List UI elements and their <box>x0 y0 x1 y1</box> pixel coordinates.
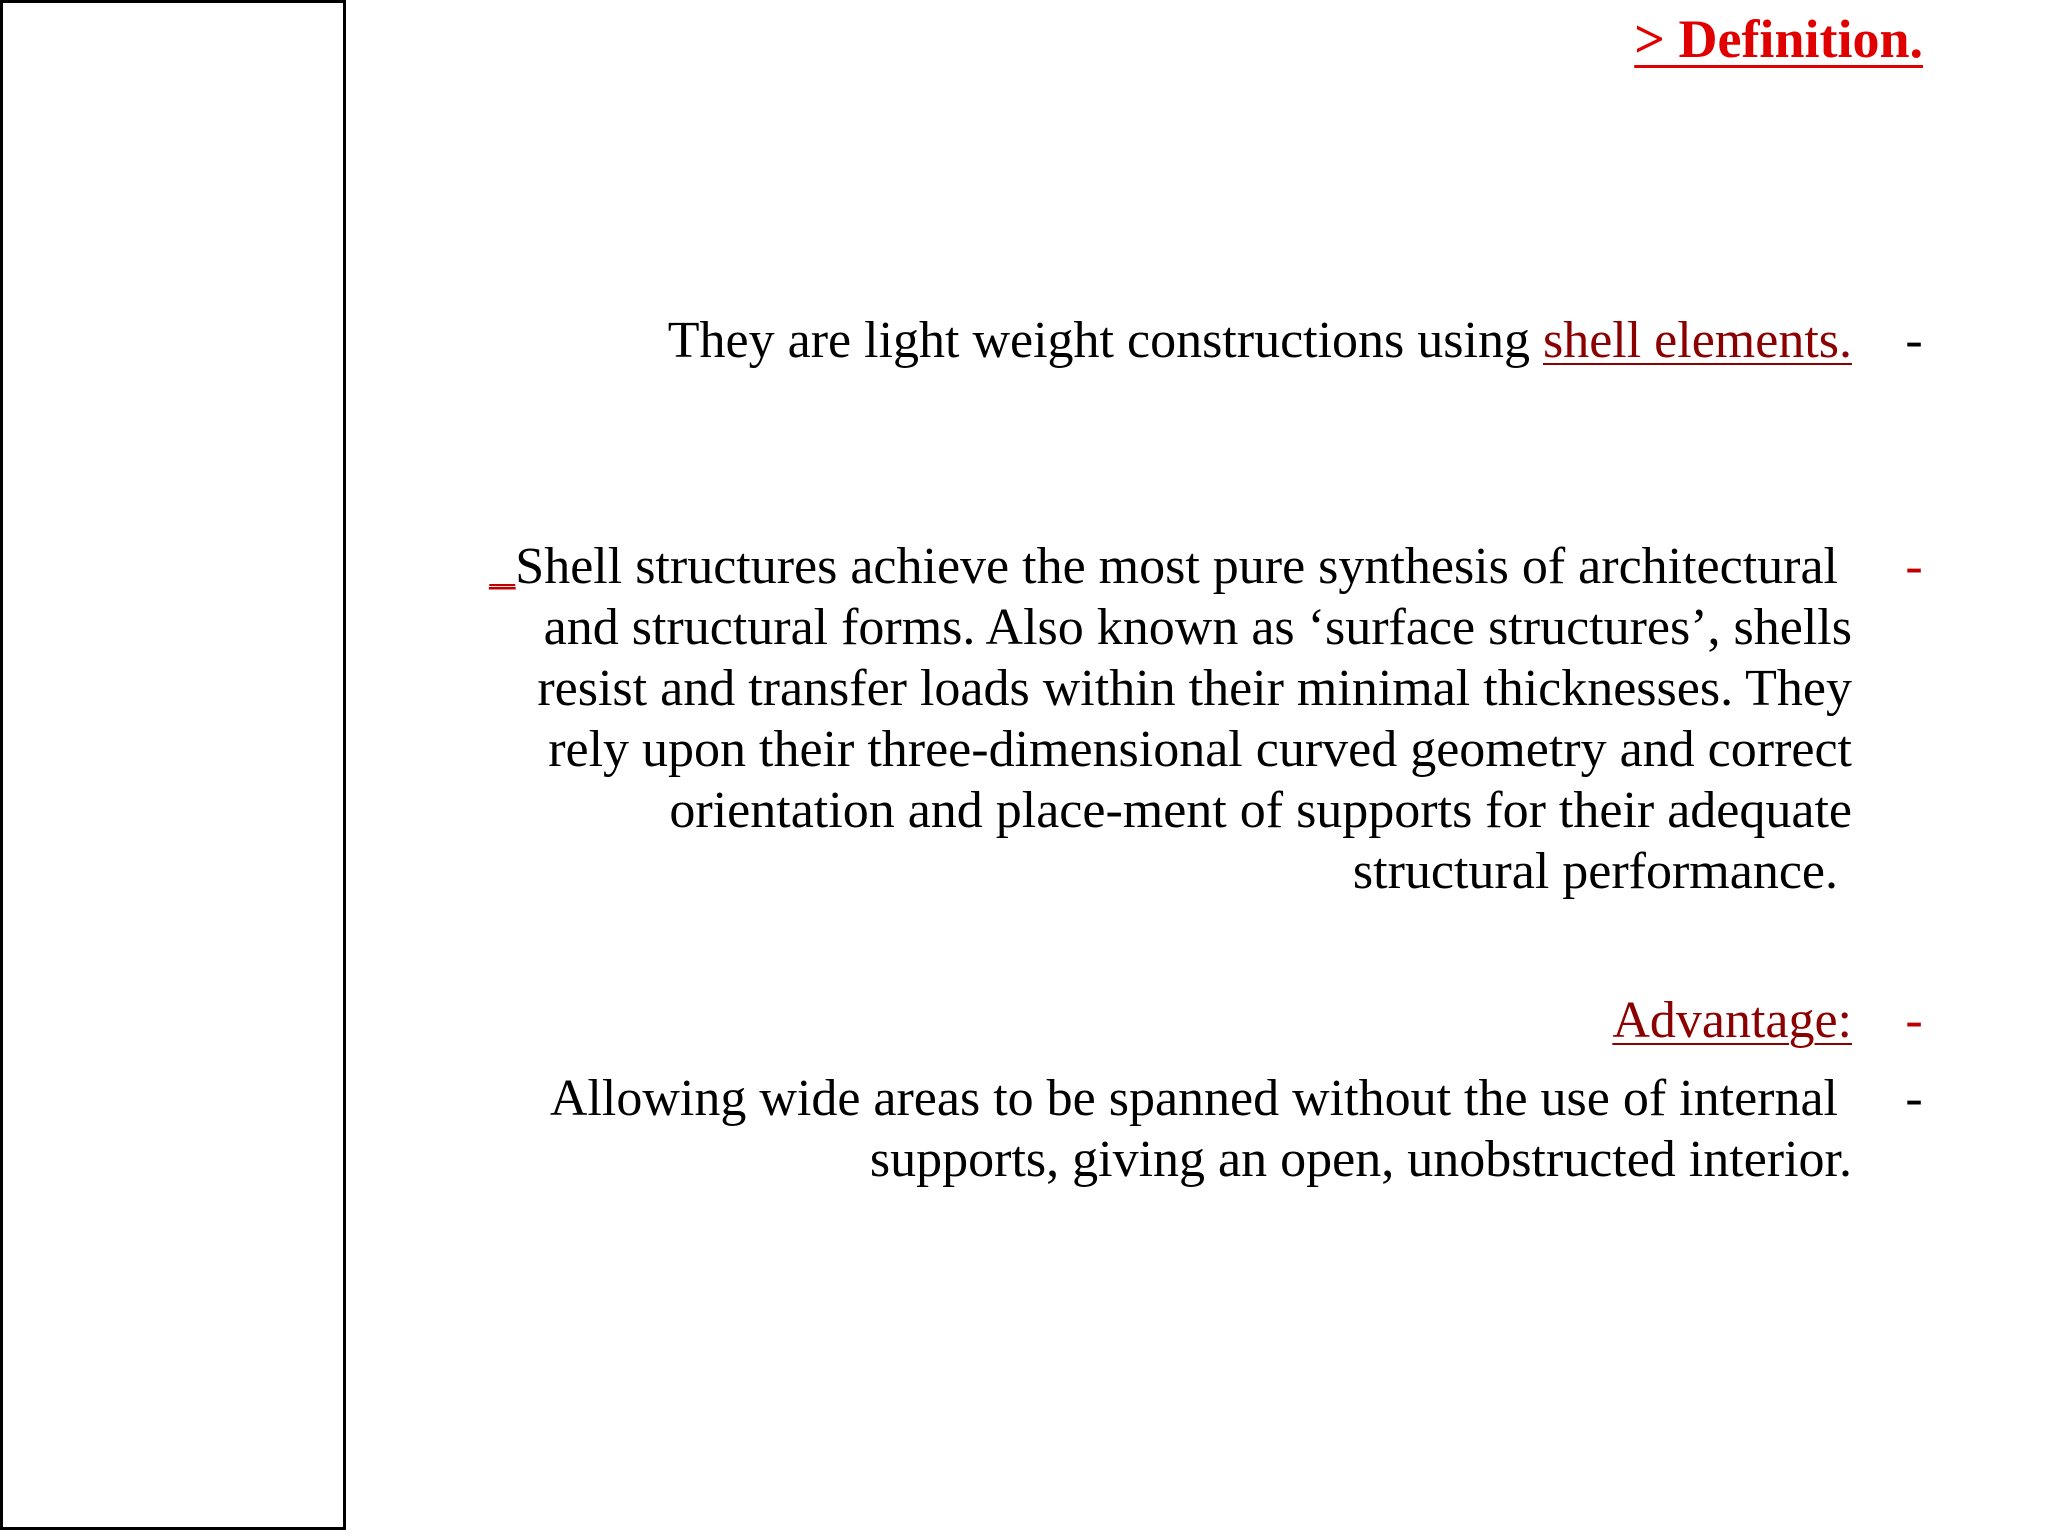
point-2-bullet: - <box>1905 538 1923 595</box>
point-4-bullet: - <box>1905 1070 1923 1127</box>
point-1-sentence: They are light weight constructions using <box>667 312 1543 369</box>
point-1-text <box>668 310 1852 371</box>
point-2-line-2: and structural forms. Also known as ‘surface structures’, shells <box>543 599 1852 656</box>
point-4-line-1: Allowing wide areas to be spanned without the use of internal <box>549 1070 1838 1127</box>
shell-elements-link[interactable]: shell elements. <box>1542 312 1852 369</box>
point-3-bullet: - <box>1905 992 1923 1049</box>
point-4-paragraph <box>550 1068 1852 1190</box>
point-2-line-1: _Shell structures achieve the most pure synthesis of architectural <box>489 538 1838 595</box>
advantage-link[interactable]: Advantage: <box>1612 992 1852 1049</box>
point-1-bullet: - <box>1905 312 1923 369</box>
point-2-line-6: structural performance. <box>1352 843 1838 900</box>
point-2-line-3: resist and transfer loads within their minimal thicknesses. They <box>537 660 1852 717</box>
point-4-line-2: supports, giving an open, unobstructed interior. <box>869 1131 1852 1188</box>
point-2-lead-mark: _ <box>489 538 516 595</box>
point-2-line-5: orientation and place-ment of supports for their adequate <box>669 782 1852 839</box>
slide-heading: > Definition. <box>1634 9 1923 69</box>
point-2-line-4: rely upon their three-dimensional curved geometry and correct <box>548 721 1852 778</box>
point-2-paragraph <box>489 536 1852 902</box>
point-3-text <box>1612 990 1852 1051</box>
left-panel <box>0 0 346 1530</box>
